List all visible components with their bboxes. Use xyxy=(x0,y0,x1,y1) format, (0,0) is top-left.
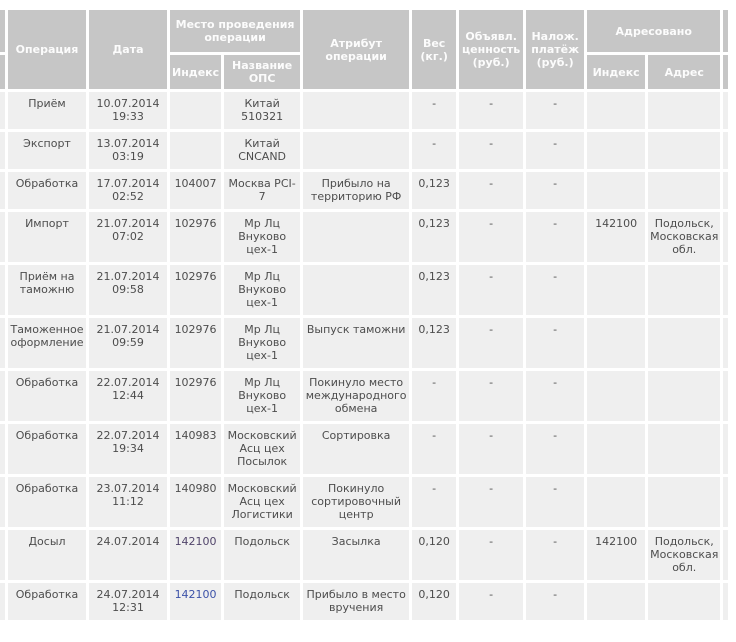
cell-declared-value: - xyxy=(459,132,523,169)
cropped-left-cell xyxy=(0,318,5,368)
cell-place-index: 104007 xyxy=(170,172,221,209)
cell-cod: - xyxy=(526,371,584,421)
cell-attribute xyxy=(303,212,409,262)
cell-addressed-address xyxy=(648,172,720,209)
column-header-place-index: Индекс xyxy=(170,55,221,89)
cropped-left-cell xyxy=(0,265,5,315)
cell-addressed-address xyxy=(648,371,720,421)
date-value: 13.07.2014 xyxy=(96,137,160,150)
cell-attribute: Выпуск таможни xyxy=(303,318,409,368)
cell-attribute: Сортировка xyxy=(303,424,409,474)
cropped-right-header-cell xyxy=(723,55,728,89)
cell-date xyxy=(89,424,167,474)
date-value: 10.07.2014 xyxy=(96,97,160,110)
cell-weight: - xyxy=(412,424,456,474)
table-row xyxy=(0,265,728,315)
cell-declared-value: - xyxy=(459,212,523,262)
cell-cod: - xyxy=(526,583,584,620)
cell-addressed-address xyxy=(648,265,720,315)
cropped-right-cell xyxy=(723,424,728,474)
cell-addressed-index xyxy=(587,371,645,421)
cell-operation: Обработка xyxy=(8,477,86,527)
cell-addressed-address: Подольск, Московская обл. xyxy=(648,212,720,262)
cell-addressed-index xyxy=(587,318,645,368)
cropped-left-header-cell xyxy=(0,55,5,89)
cell-date xyxy=(89,132,167,169)
cell-place-index: 102976 xyxy=(170,265,221,315)
place-index-link[interactable]: 142100 xyxy=(174,535,217,548)
cell-addressed-index: 142100 xyxy=(587,212,645,262)
cell-cod: - xyxy=(526,265,584,315)
cropped-left-cell xyxy=(0,92,5,129)
cell-declared-value: - xyxy=(459,477,523,527)
cell-weight: 0,123 xyxy=(412,172,456,209)
place-index-link[interactable]: 142100 xyxy=(174,588,217,601)
cropped-right-cell xyxy=(723,265,728,315)
cell-place-index xyxy=(170,132,221,169)
cell-addressed-index xyxy=(587,583,645,620)
column-header-attribute: Атрибут операции xyxy=(303,10,409,89)
cell-weight: - xyxy=(412,92,456,129)
cell-addressed-index: 142100 xyxy=(587,530,645,580)
time-value: 03:19 xyxy=(112,150,144,163)
cell-place-index: 140983 xyxy=(170,424,221,474)
cropped-left-header-cell xyxy=(0,10,5,52)
table-row xyxy=(0,212,728,262)
date-value: 22.07.2014 xyxy=(96,429,160,442)
cell-date xyxy=(89,477,167,527)
column-header-operation: Операция xyxy=(8,10,86,89)
cropped-right-cell xyxy=(723,371,728,421)
time-value: 12:44 xyxy=(112,389,144,402)
cell-operation: Досыл xyxy=(8,530,86,580)
cropped-right-cell xyxy=(723,318,728,368)
cell-declared-value: - xyxy=(459,172,523,209)
table-row xyxy=(0,92,728,129)
cell-declared-value: - xyxy=(459,92,523,129)
cell-place-name: Китай 510321 xyxy=(224,92,300,129)
cell-place-index: 102976 xyxy=(170,318,221,368)
table-header xyxy=(0,10,728,89)
cropped-left-cell xyxy=(0,424,5,474)
date-value: 22.07.2014 xyxy=(96,376,160,389)
cell-declared-value: - xyxy=(459,371,523,421)
cell-date xyxy=(89,530,167,580)
cell-date xyxy=(89,172,167,209)
cell-weight: - xyxy=(412,477,456,527)
cell-weight: 0,123 xyxy=(412,265,456,315)
cell-weight: 0,120 xyxy=(412,530,456,580)
column-header-declared-value: Объявл. ценность (руб.) xyxy=(459,10,523,89)
cell-place-index: 102976 xyxy=(170,371,221,421)
cropped-left-cell xyxy=(0,530,5,580)
cell-operation: Обработка xyxy=(8,172,86,209)
time-value: 19:33 xyxy=(112,110,144,123)
cell-place-name: Китай CNCAND xyxy=(224,132,300,169)
cell-attribute: Прибыло на территорию РФ xyxy=(303,172,409,209)
cell-place-name: Подольск xyxy=(224,530,300,580)
date-value: 21.07.2014 xyxy=(96,217,160,230)
time-value: 11:12 xyxy=(112,495,144,508)
cell-date xyxy=(89,212,167,262)
column-header-addressed-index: Индекс xyxy=(587,55,645,89)
table-row xyxy=(0,530,728,580)
cell-place-name: Мр Лц Внуково цех-1 xyxy=(224,371,300,421)
column-header-place-name: Название ОПС xyxy=(224,55,300,89)
time-value: 07:02 xyxy=(112,230,144,243)
cell-place-name: Мр Лц Внуково цех-1 xyxy=(224,265,300,315)
cell-place-name: Подольск xyxy=(224,583,300,620)
date-value: 17.07.2014 xyxy=(96,177,160,190)
date-value: 24.07.2014 xyxy=(96,535,160,548)
cropped-left-cell xyxy=(0,371,5,421)
cell-date xyxy=(89,318,167,368)
cropped-left-cell xyxy=(0,583,5,620)
cell-date xyxy=(89,583,167,620)
cropped-left-cell xyxy=(0,172,5,209)
cell-weight: 0,123 xyxy=(412,318,456,368)
column-header-date: Дата xyxy=(89,10,167,89)
cell-attribute xyxy=(303,132,409,169)
cell-addressed-index xyxy=(587,265,645,315)
cell-date xyxy=(89,92,167,129)
cropped-left-cell xyxy=(0,477,5,527)
table-row xyxy=(0,132,728,169)
cell-operation: Таможенное оформление xyxy=(8,318,86,368)
column-header-cod: Налож. платёж (руб.) xyxy=(526,10,584,89)
cell-addressed-index xyxy=(587,424,645,474)
column-header-weight: Вес (кг.) xyxy=(412,10,456,89)
cell-cod: - xyxy=(526,132,584,169)
cell-cod: - xyxy=(526,477,584,527)
time-value: 09:59 xyxy=(112,336,144,349)
cell-operation: Экспорт xyxy=(8,132,86,169)
cell-place-index: 102976 xyxy=(170,212,221,262)
cropped-right-cell xyxy=(723,212,728,262)
cell-addressed-index xyxy=(587,172,645,209)
cell-weight: - xyxy=(412,132,456,169)
cropped-right-header-cell xyxy=(723,10,728,52)
column-header-place-group: Место проведения операции xyxy=(170,10,300,52)
cell-addressed-index xyxy=(587,132,645,169)
table-row xyxy=(0,172,728,209)
table-row xyxy=(0,371,728,421)
cell-place-name: Мр Лц Внуково цех-1 xyxy=(224,318,300,368)
cell-addressed-address: Подольск, Московская обл. xyxy=(648,530,720,580)
cell-addressed-address xyxy=(648,424,720,474)
cropped-left-cell xyxy=(0,132,5,169)
cell-place-name: Москва PCI-7 xyxy=(224,172,300,209)
cell-place-index: 140980 xyxy=(170,477,221,527)
cell-place-name: Московский Асц цех Посылок xyxy=(224,424,300,474)
cell-attribute: Засылка xyxy=(303,530,409,580)
cropped-right-cell xyxy=(723,477,728,527)
cell-declared-value: - xyxy=(459,424,523,474)
cell-operation: Приём на таможню xyxy=(8,265,86,315)
column-header-addressed-group: Адресовано xyxy=(587,10,720,52)
time-value: 19:34 xyxy=(112,442,144,455)
cell-addressed-address xyxy=(648,477,720,527)
cell-place-index[interactable] xyxy=(170,530,221,580)
cell-weight: 0,120 xyxy=(412,583,456,620)
cell-operation: Приём xyxy=(8,92,86,129)
table-row xyxy=(0,424,728,474)
cell-place-index xyxy=(170,92,221,129)
table-body xyxy=(0,92,728,620)
cell-operation: Обработка xyxy=(8,371,86,421)
cell-weight: 0,123 xyxy=(412,212,456,262)
cell-operation: Импорт xyxy=(8,212,86,262)
cell-attribute: Прибыло в место вручения xyxy=(303,583,409,620)
cell-addressed-index xyxy=(587,92,645,129)
cell-addressed-address xyxy=(648,318,720,368)
cell-addressed-address xyxy=(648,92,720,129)
time-value: 12:31 xyxy=(112,601,144,614)
cell-date xyxy=(89,265,167,315)
cell-weight: - xyxy=(412,371,456,421)
date-value: 24.07.2014 xyxy=(96,588,160,601)
cell-attribute: Покинуло место международного обмена xyxy=(303,371,409,421)
cropped-right-cell xyxy=(723,132,728,169)
cell-cod: - xyxy=(526,424,584,474)
cell-declared-value: - xyxy=(459,318,523,368)
cell-attribute xyxy=(303,265,409,315)
table-row xyxy=(0,477,728,527)
cell-addressed-index xyxy=(587,477,645,527)
date-value: 21.07.2014 xyxy=(96,323,160,336)
cropped-right-cell xyxy=(723,172,728,209)
cell-cod: - xyxy=(526,212,584,262)
cell-operation: Обработка xyxy=(8,424,86,474)
cropped-left-cell xyxy=(0,212,5,262)
cell-place-index[interactable] xyxy=(170,583,221,620)
time-value: 09:58 xyxy=(112,283,144,296)
tracking-history-table xyxy=(0,7,731,623)
cell-operation: Обработка xyxy=(8,583,86,620)
date-value: 23.07.2014 xyxy=(96,482,160,495)
cell-cod: - xyxy=(526,318,584,368)
cell-attribute: Покинуло сортировочный центр xyxy=(303,477,409,527)
cell-addressed-address xyxy=(648,583,720,620)
cell-declared-value: - xyxy=(459,583,523,620)
cell-attribute xyxy=(303,92,409,129)
cropped-right-cell xyxy=(723,530,728,580)
cell-place-name: Московский Асц цех Логистики xyxy=(224,477,300,527)
cell-date xyxy=(89,371,167,421)
cell-place-name: Мр Лц Внуково цех-1 xyxy=(224,212,300,262)
cell-cod: - xyxy=(526,92,584,129)
date-value: 21.07.2014 xyxy=(96,270,160,283)
table-row xyxy=(0,318,728,368)
cell-addressed-address xyxy=(648,132,720,169)
table-row xyxy=(0,583,728,620)
cell-cod: - xyxy=(526,530,584,580)
cropped-right-cell xyxy=(723,92,728,129)
cell-declared-value: - xyxy=(459,265,523,315)
cell-cod: - xyxy=(526,172,584,209)
cell-declared-value: - xyxy=(459,530,523,580)
time-value: 02:52 xyxy=(112,190,144,203)
column-header-addressed-address: Адрес xyxy=(648,55,720,89)
cropped-right-cell xyxy=(723,583,728,620)
